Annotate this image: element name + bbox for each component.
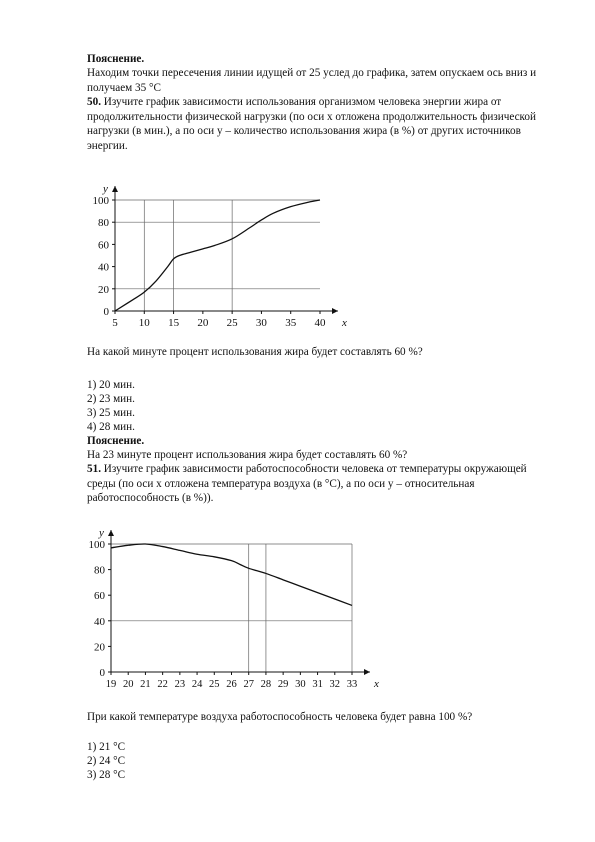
y-tick-label: 0 (103, 306, 109, 318)
x-tick-label: 25 (226, 317, 238, 329)
task51-number: 51. (87, 463, 101, 475)
x-tick-label: 27 (243, 679, 254, 690)
task50-question: На какой минуте процент использования жира будет составлять 60 %? (87, 346, 423, 358)
chart-fat-usage (0, 176, 400, 334)
task50-option-2: 2) 23 мин. (87, 393, 135, 405)
x-tick-label: 5 (112, 317, 118, 329)
x-tick-label: 30 (255, 317, 267, 329)
x-tick-label: 20 (122, 679, 134, 690)
x-tick-label: 15 (168, 317, 180, 329)
task50-option-1: 1) 20 мин. (87, 379, 135, 391)
x-tick-label: 32 (329, 679, 341, 690)
x-tick-label: 21 (140, 679, 151, 690)
chart-work-capacity (0, 524, 420, 694)
x-tick-label: 35 (285, 317, 297, 329)
y-axis-label: y (99, 527, 104, 539)
task51-body: Изучите график зависимости работоспособности человека от температуры окружающей среды (по оси х отложена температура воздуха (в °С), а по оси у – относительная работоспособность (в %)). (87, 463, 527, 504)
x-axis-label: x (342, 317, 347, 329)
x-tick-label: 30 (295, 679, 306, 690)
y-tick-label: 0 (99, 667, 105, 679)
task50-explanation: На 23 минуте процент использования жира будет составлять 60 %? (87, 449, 408, 461)
x-tick-label: 29 (277, 679, 289, 690)
task51-option-1: 1) 21 °С (87, 741, 126, 753)
y-tick-label: 100 (92, 195, 109, 207)
y-axis-arrow (108, 530, 114, 536)
task50-number: 50. (87, 96, 101, 108)
y-tick-label: 40 (98, 261, 109, 274)
x-tick-label: 20 (197, 317, 209, 329)
task51-option-3: 3) 28 °С (87, 769, 126, 781)
y-tick-label: 20 (94, 641, 105, 654)
task50-option-3: 3) 25 мин. (87, 407, 135, 419)
x-axis-label: x (374, 678, 379, 690)
task50-explanation-heading: Пояснение. (87, 435, 145, 447)
y-axis-arrow (112, 186, 118, 192)
task50-text (87, 95, 557, 153)
data-series-line (115, 200, 320, 311)
x-tick-label: 28 (260, 679, 272, 690)
x-axis-arrow (332, 308, 338, 314)
y-tick-label: 80 (98, 217, 109, 230)
task50-option-4: 4) 28 мин. (87, 421, 135, 433)
x-tick-label: 31 (312, 679, 323, 690)
y-tick-label: 60 (98, 239, 109, 252)
x-tick-label: 25 (209, 679, 220, 690)
x-tick-label: 10 (138, 317, 150, 329)
y-tick-label: 40 (94, 615, 105, 628)
y-tick-label: 60 (94, 590, 105, 603)
task51-question: При какой температуре воздуха работоспособность человека будет равна 100 %? (87, 711, 473, 723)
x-tick-label: 22 (157, 679, 168, 690)
x-tick-label: 26 (226, 679, 237, 690)
x-tick-label: 40 (314, 317, 326, 329)
x-tick-label: 24 (191, 679, 203, 690)
y-tick-label: 100 (88, 539, 105, 551)
intro-text: Находим точки пересечения линии идущей от 25 услед до графика, затем опускаем ось вниз и получаем 35 °С (87, 67, 537, 94)
task51-text (87, 462, 557, 506)
task51-option-2: 2) 24 °С (87, 755, 126, 767)
x-axis-arrow (364, 669, 370, 675)
x-tick-label: 19 (105, 679, 117, 690)
intro-heading: Пояснение. (87, 53, 145, 65)
task50-body: Изучите график зависимости использования организмом человека энергии жира от продолжительности физической нагрузки (по оси х отложена продолжительность физической нагрузки (в мин.), а по оси у – количество использования жира (в %) от других источников энергии. (87, 96, 537, 152)
x-tick-label: 33 (346, 679, 358, 690)
y-axis-label: y (103, 183, 108, 195)
x-tick-label: 23 (174, 679, 186, 690)
y-tick-label: 80 (94, 564, 105, 577)
y-tick-label: 20 (98, 283, 109, 296)
data-series-line (111, 544, 352, 605)
